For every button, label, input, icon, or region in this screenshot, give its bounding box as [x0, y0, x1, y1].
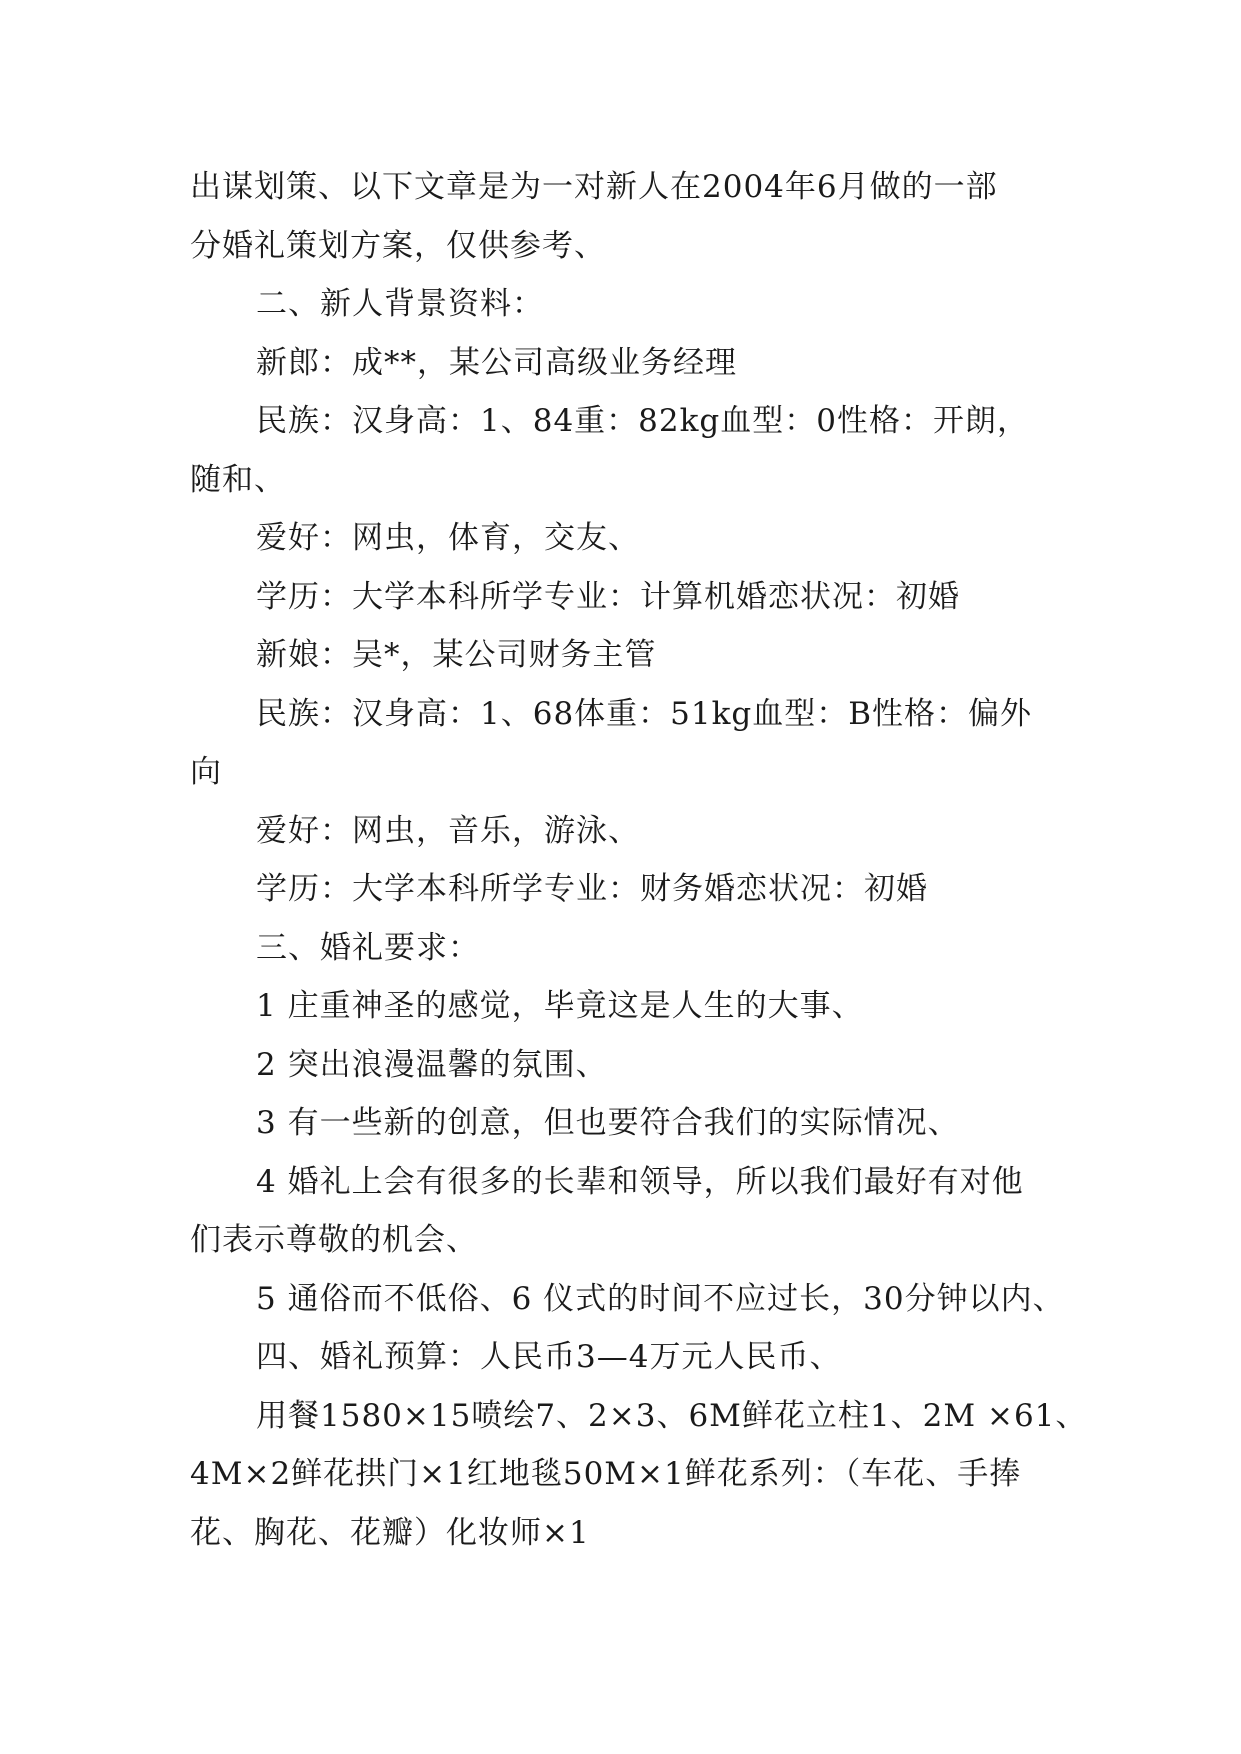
text-line: 向	[190, 754, 222, 790]
text-line: 分婚礼策划方案，仅供参考、	[190, 227, 606, 264]
text-line: 新娘：吴*，某公司财务主管	[256, 637, 657, 673]
text-line: 三、婚礼要求：	[256, 929, 480, 966]
text-line: 学历：大学本科所学专业：计算机婚恋状况：初婚	[256, 578, 960, 615]
text-line: 四、婚礼预算：人民币3—4万元人民币、	[256, 1339, 842, 1375]
document-body	[190, 158, 1088, 1562]
text-line: 们表示尊敬的机会、	[190, 1222, 478, 1258]
text-line: 3 有一些新的创意，但也要符合我们的实际情况、	[256, 1105, 960, 1141]
text-line: 5 通俗而不低俗、6 仪式的时间不应过长，30分钟以内、	[256, 1280, 1065, 1317]
text-line: 民族：汉身高：1、68体重：51kg血型：B性格：偏外	[256, 695, 1033, 732]
text-line: 4 婚礼上会有很多的长辈和领导，所以我们最好有对他	[256, 1163, 1024, 1200]
text-line: 学历：大学本科所学专业：财务婚恋状况：初婚	[256, 871, 928, 907]
text-line: 1 庄重神圣的感觉，毕竟这是人生的大事、	[256, 988, 864, 1024]
text-line: 出谋划策、以下文章是为一对新人在2004年6月做的一部	[190, 169, 998, 205]
text-line: 二、新人背景资料：	[256, 286, 544, 322]
text-line: 新郎：成**，某公司高级业务经理	[256, 344, 737, 381]
text-line: 花、胸花、花瓣）化妆师×1	[190, 1514, 590, 1551]
text-line: 随和、	[190, 461, 286, 498]
text-line: 爱好：网虫，体育，交友、	[256, 520, 640, 556]
text-line: 用餐1580×15喷绘7、2×3、6M鲜花立柱1、2M ×61、	[256, 1397, 1088, 1434]
text-line: 民族：汉身高：1、84重：82kg血型：0性格：开朗，	[256, 403, 1029, 439]
text-line: 4M×2鲜花拱门×1红地毯50M×1鲜花系列：（车花、手捧	[190, 1456, 1022, 1492]
text-line: 2 突出浪漫温馨的氛围、	[256, 1046, 608, 1083]
text-line: 爱好：网虫，音乐，游泳、	[256, 812, 640, 849]
